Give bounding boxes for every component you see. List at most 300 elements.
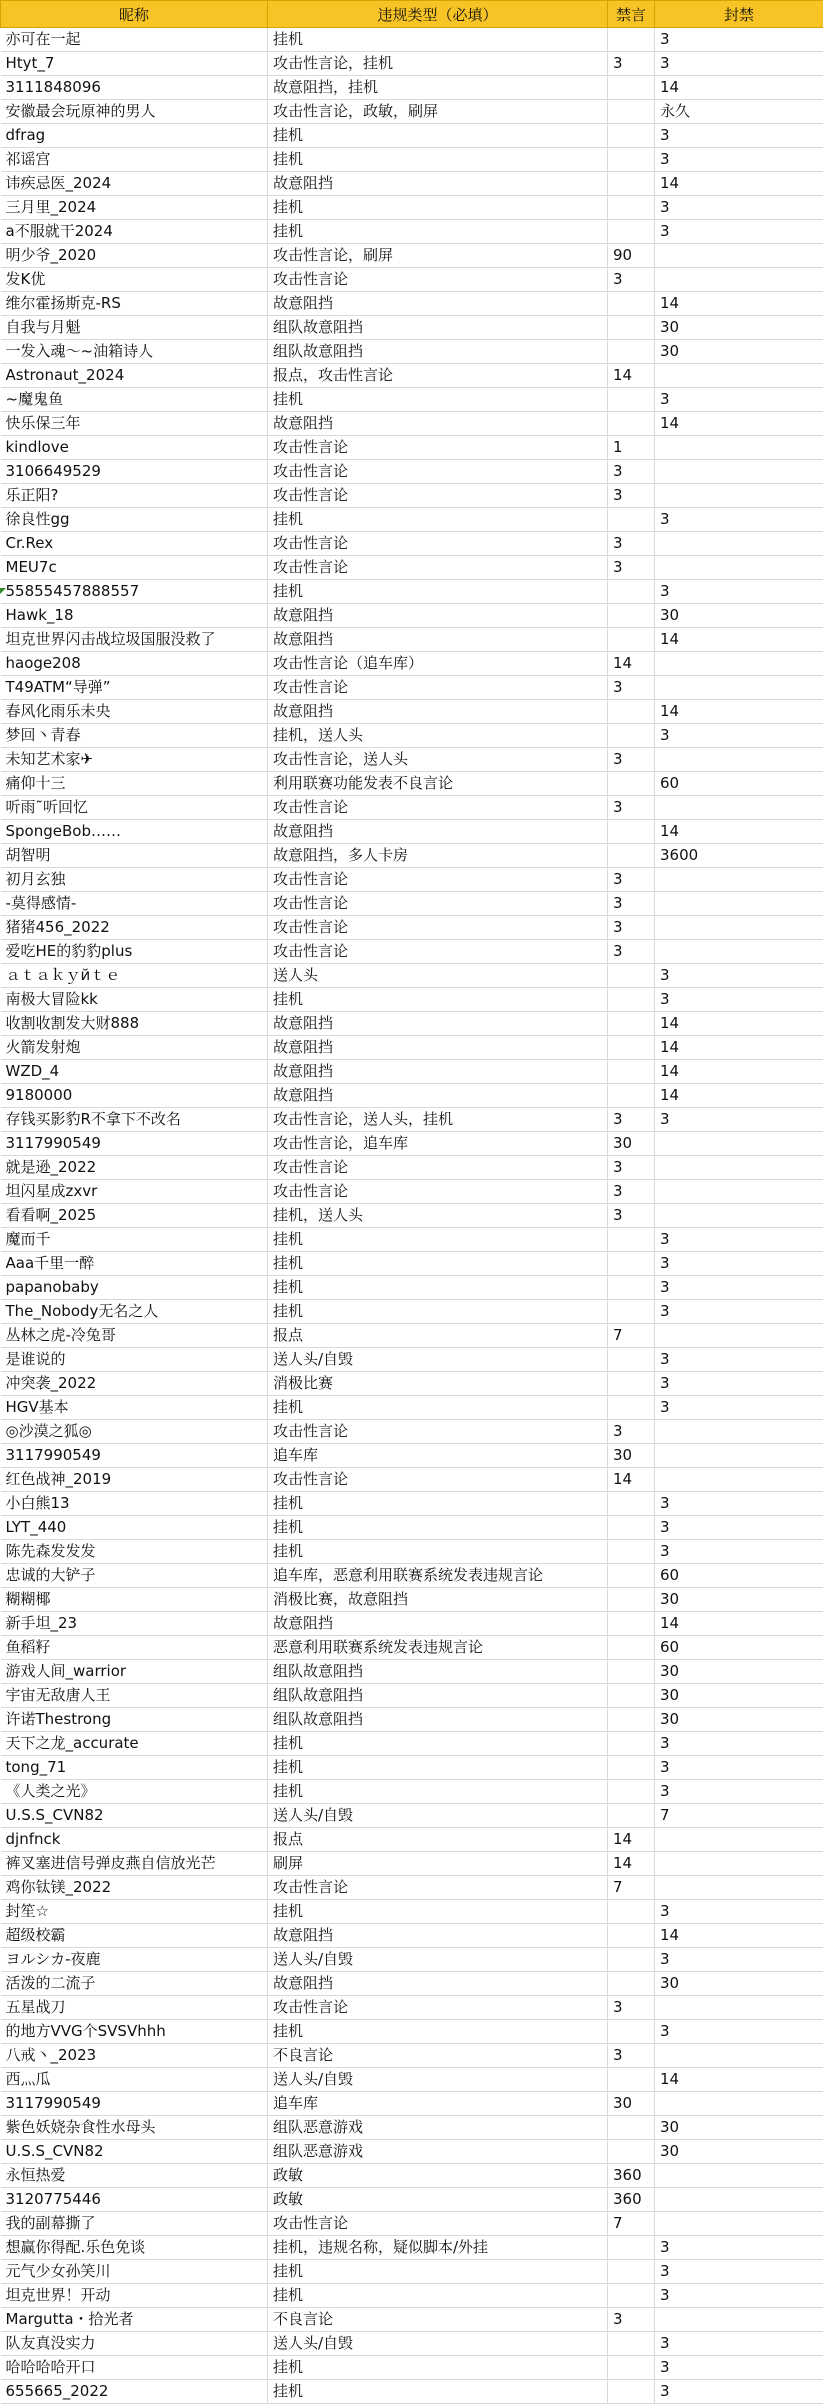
cell-ban[interactable] [655, 1852, 823, 1876]
cell-mute[interactable] [608, 1060, 655, 1084]
cell-mute[interactable] [608, 844, 655, 868]
cell-name[interactable]: 永恒热爱 [1, 2164, 268, 2188]
cell-type[interactable]: 挂机 [268, 1276, 608, 1300]
cell-ban[interactable]: 14 [655, 1012, 823, 1036]
cell-type[interactable]: 组队故意阻挡 [268, 1708, 608, 1732]
cell-type[interactable]: 攻击性言论，政敏，刷屏 [268, 100, 608, 124]
cell-mute[interactable]: 3 [608, 460, 655, 484]
cell-mute[interactable]: 3 [608, 1420, 655, 1444]
cell-mute[interactable] [608, 1636, 655, 1660]
cell-name[interactable]: a不服就干2024 [1, 220, 268, 244]
cell-type[interactable]: 挂机 [268, 1396, 608, 1420]
cell-ban[interactable] [655, 460, 823, 484]
cell-ban[interactable] [655, 676, 823, 700]
cell-ban[interactable] [655, 1420, 823, 1444]
cell-mute[interactable]: 14 [608, 364, 655, 388]
cell-mute[interactable] [608, 772, 655, 796]
cell-mute[interactable] [608, 508, 655, 532]
cell-name[interactable]: ヨルシカ-夜鹿 [1, 1948, 268, 1972]
cell-name[interactable]: 西灬瓜 [1, 2068, 268, 2092]
cell-type[interactable]: 挂机 [268, 1300, 608, 1324]
cell-mute[interactable]: 3 [608, 892, 655, 916]
cell-type[interactable]: 报点 [268, 1324, 608, 1348]
cell-mute[interactable]: 3 [608, 1108, 655, 1132]
cell-ban[interactable]: 3 [655, 2332, 823, 2356]
cell-mute[interactable]: 3 [608, 2044, 655, 2068]
cell-ban[interactable]: 14 [655, 412, 823, 436]
cell-ban[interactable]: 14 [655, 76, 823, 100]
cell-name[interactable]: ◎沙漠之狐◎ [1, 1420, 268, 1444]
cell-name[interactable]: 乐正阳? [1, 484, 268, 508]
cell-mute[interactable] [608, 1084, 655, 1108]
header-type[interactable]: 违规类型（必填） [268, 1, 608, 28]
cell-type[interactable]: 刷屏 [268, 1852, 608, 1876]
cell-ban[interactable]: 60 [655, 772, 823, 796]
cell-mute[interactable] [608, 1804, 655, 1828]
header-ban[interactable]: 封禁 [655, 1, 823, 28]
cell-ban[interactable] [655, 748, 823, 772]
cell-name[interactable]: 一发入魂～~油箱诗人 [1, 340, 268, 364]
cell-mute[interactable] [608, 2236, 655, 2260]
cell-name[interactable]: 许诺Thestrong [1, 1708, 268, 1732]
cell-mute[interactable] [608, 1492, 655, 1516]
cell-type[interactable]: 攻击性言论 [268, 1468, 608, 1492]
cell-ban[interactable] [655, 2044, 823, 2068]
cell-name[interactable]: 存钱买影豹R不拿下不改名 [1, 1108, 268, 1132]
cell-name[interactable]: 55855457888557 [1, 580, 268, 604]
cell-name[interactable]: 安徽最会玩原神的男人 [1, 100, 268, 124]
cell-mute[interactable] [608, 1732, 655, 1756]
cell-name[interactable]: 梦回丶青春 [1, 724, 268, 748]
cell-mute[interactable]: 7 [608, 2212, 655, 2236]
cell-name[interactable]: 明少爷_2020 [1, 244, 268, 268]
cell-name[interactable]: 封笙☆ [1, 1900, 268, 1924]
cell-ban[interactable]: 3 [655, 1396, 823, 1420]
cell-mute[interactable] [608, 2068, 655, 2092]
cell-mute[interactable] [608, 2020, 655, 2044]
cell-mute[interactable] [608, 988, 655, 1012]
cell-name[interactable]: 3106649529 [1, 460, 268, 484]
cell-type[interactable]: 挂机 [268, 28, 608, 52]
cell-ban[interactable]: 3 [655, 1756, 823, 1780]
cell-mute[interactable] [608, 1684, 655, 1708]
cell-type[interactable]: 组队故意阻挡 [268, 1684, 608, 1708]
cell-type[interactable]: 报点 [268, 1828, 608, 1852]
cell-name[interactable]: 五星战刀 [1, 1996, 268, 2020]
cell-type[interactable]: 不良言论 [268, 2044, 608, 2068]
cell-type[interactable]: 组队恶意游戏 [268, 2116, 608, 2140]
cell-ban[interactable]: 30 [655, 1684, 823, 1708]
cell-ban[interactable] [655, 1828, 823, 1852]
cell-mute[interactable]: 3 [608, 916, 655, 940]
cell-ban[interactable]: 3 [655, 724, 823, 748]
cell-ban[interactable]: 3 [655, 124, 823, 148]
cell-mute[interactable]: 30 [608, 1132, 655, 1156]
cell-name[interactable]: 八戒丶_2023 [1, 2044, 268, 2068]
cell-name[interactable]: HGV基本 [1, 1396, 268, 1420]
cell-mute[interactable] [608, 1012, 655, 1036]
cell-mute[interactable]: 3 [608, 868, 655, 892]
cell-mute[interactable] [608, 124, 655, 148]
cell-type[interactable]: 挂机 [268, 1540, 608, 1564]
cell-type[interactable]: 故意阻挡 [268, 1012, 608, 1036]
cell-type[interactable]: 攻击性言论 [268, 868, 608, 892]
cell-name[interactable]: Htyt_7 [1, 52, 268, 76]
cell-type[interactable]: 攻击性言论，送人头，挂机 [268, 1108, 608, 1132]
cell-ban[interactable]: 30 [655, 316, 823, 340]
cell-ban[interactable] [655, 1876, 823, 1900]
cell-type[interactable]: 攻击性言论 [268, 1180, 608, 1204]
cell-type[interactable]: 挂机 [268, 2284, 608, 2308]
cell-type[interactable]: 故意阻挡 [268, 172, 608, 196]
cell-type[interactable]: 挂机，送人头 [268, 1204, 608, 1228]
cell-name[interactable]: SpongeBob…… [1, 820, 268, 844]
cell-ban[interactable]: 14 [655, 628, 823, 652]
cell-ban[interactable]: 3 [655, 1252, 823, 1276]
cell-mute[interactable] [608, 388, 655, 412]
cell-name[interactable]: 胡智明 [1, 844, 268, 868]
cell-mute[interactable]: 3 [608, 2308, 655, 2332]
cell-ban[interactable]: 3 [655, 1780, 823, 1804]
cell-ban[interactable]: 3 [655, 2260, 823, 2284]
cell-ban[interactable]: 14 [655, 2068, 823, 2092]
cell-ban[interactable] [655, 436, 823, 460]
cell-type[interactable]: 挂机 [268, 1732, 608, 1756]
cell-mute[interactable] [608, 1252, 655, 1276]
cell-name[interactable]: 宇宙无敌唐人王 [1, 1684, 268, 1708]
cell-ban[interactable]: 3 [655, 28, 823, 52]
cell-name[interactable]: 徐良性gg [1, 508, 268, 532]
cell-mute[interactable]: 14 [608, 1468, 655, 1492]
cell-name[interactable]: 自我与月魁 [1, 316, 268, 340]
cell-type[interactable]: 挂机 [268, 2020, 608, 2044]
cell-ban[interactable] [655, 796, 823, 820]
cell-ban[interactable]: 3 [655, 196, 823, 220]
cell-name[interactable]: MEU7c [1, 556, 268, 580]
cell-ban[interactable] [655, 1132, 823, 1156]
cell-type[interactable]: 挂机 [268, 1900, 608, 1924]
cell-mute[interactable] [608, 1924, 655, 1948]
cell-ban[interactable]: 3 [655, 2236, 823, 2260]
cell-mute[interactable]: 7 [608, 1324, 655, 1348]
cell-ban[interactable] [655, 1204, 823, 1228]
cell-type[interactable]: 挂机，违规名称，疑似脚本/外挂 [268, 2236, 608, 2260]
cell-type[interactable]: 挂机 [268, 1756, 608, 1780]
cell-name[interactable]: 3117990549 [1, 2092, 268, 2116]
cell-mute[interactable] [608, 1972, 655, 1996]
cell-ban[interactable] [655, 2308, 823, 2332]
cell-name[interactable]: T49ATM“导弹” [1, 676, 268, 700]
cell-type[interactable]: 攻击性言论 [268, 940, 608, 964]
cell-ban[interactable] [655, 1324, 823, 1348]
cell-type[interactable]: 攻击性言论，刷屏 [268, 244, 608, 268]
cell-name[interactable]: 初月玄独 [1, 868, 268, 892]
cell-type[interactable]: 故意阻挡 [268, 1060, 608, 1084]
cell-type[interactable]: 攻击性言论 [268, 1996, 608, 2020]
cell-type[interactable]: 不良言论 [268, 2308, 608, 2332]
cell-ban[interactable] [655, 2092, 823, 2116]
cell-type[interactable]: 故意阻挡 [268, 1924, 608, 1948]
cell-mute[interactable] [608, 412, 655, 436]
cell-mute[interactable] [608, 580, 655, 604]
cell-type[interactable]: 挂机 [268, 2356, 608, 2380]
cell-mute[interactable] [608, 724, 655, 748]
cell-type[interactable]: 故意阻挡 [268, 412, 608, 436]
cell-name[interactable]: Aaa千里一醉 [1, 1252, 268, 1276]
cell-ban[interactable]: 30 [655, 1972, 823, 1996]
cell-type[interactable]: 故意阻挡 [268, 1084, 608, 1108]
cell-mute[interactable] [608, 2380, 655, 2404]
cell-name[interactable]: 痛仰十三 [1, 772, 268, 796]
cell-name[interactable]: Cr.Rex [1, 532, 268, 556]
cell-mute[interactable]: 7 [608, 1876, 655, 1900]
cell-ban[interactable]: 30 [655, 1708, 823, 1732]
cell-mute[interactable]: 3 [608, 748, 655, 772]
cell-ban[interactable] [655, 1156, 823, 1180]
cell-type[interactable]: 追车库，恶意利用联赛系统发表违规言论 [268, 1564, 608, 1588]
cell-type[interactable]: 故意阻挡 [268, 1036, 608, 1060]
cell-type[interactable]: 挂机 [268, 1492, 608, 1516]
cell-mute[interactable] [608, 76, 655, 100]
cell-mute[interactable] [608, 1396, 655, 1420]
cell-mute[interactable]: 3 [608, 796, 655, 820]
cell-mute[interactable] [608, 1948, 655, 1972]
cell-name[interactable]: 火箭发射炮 [1, 1036, 268, 1060]
cell-name[interactable]: haoge208 [1, 652, 268, 676]
cell-mute[interactable] [608, 1228, 655, 1252]
cell-ban[interactable]: 3 [655, 1732, 823, 1756]
cell-type[interactable]: 故意阻挡 [268, 1612, 608, 1636]
cell-name[interactable]: 紫色妖娆杂食性水母头 [1, 2116, 268, 2140]
cell-type[interactable]: 组队故意阻挡 [268, 1660, 608, 1684]
cell-ban[interactable] [655, 940, 823, 964]
cell-ban[interactable]: 3 [655, 1540, 823, 1564]
cell-name[interactable]: 新手坦_23 [1, 1612, 268, 1636]
cell-ban[interactable]: 3 [655, 1492, 823, 1516]
cell-mute[interactable]: 3 [608, 532, 655, 556]
cell-name[interactable]: 陈先森发发发 [1, 1540, 268, 1564]
cell-name[interactable]: 魔而千 [1, 1228, 268, 1252]
cell-ban[interactable]: 永久 [655, 100, 823, 124]
cell-name[interactable]: 猪猪456_2022 [1, 916, 268, 940]
cell-mute[interactable] [608, 820, 655, 844]
cell-name[interactable]: 收割收割发大财888 [1, 1012, 268, 1036]
cell-type[interactable]: 故意阻挡 [268, 1972, 608, 1996]
cell-type[interactable]: 组队故意阻挡 [268, 340, 608, 364]
cell-name[interactable]: 看看啊_2025 [1, 1204, 268, 1228]
cell-ban[interactable] [655, 532, 823, 556]
cell-name[interactable]: 《人类之光》 [1, 1780, 268, 1804]
cell-name[interactable]: ａｔａｋｙйｔｅ [1, 964, 268, 988]
cell-mute[interactable]: 1 [608, 436, 655, 460]
cell-ban[interactable]: 3 [655, 220, 823, 244]
cell-mute[interactable]: 3 [608, 1156, 655, 1180]
cell-mute[interactable] [608, 2356, 655, 2380]
cell-type[interactable]: 攻击性言论 [268, 2212, 608, 2236]
cell-ban[interactable] [655, 652, 823, 676]
cell-name[interactable]: 未知艺术家✈ [1, 748, 268, 772]
cell-type[interactable]: 挂机 [268, 196, 608, 220]
cell-type[interactable]: 攻击性言论 [268, 1876, 608, 1900]
header-name[interactable]: 昵称 [1, 1, 268, 28]
cell-type[interactable]: 挂机 [268, 1228, 608, 1252]
cell-mute[interactable] [608, 1276, 655, 1300]
cell-ban[interactable]: 60 [655, 1636, 823, 1660]
cell-name[interactable]: WZD_4 [1, 1060, 268, 1084]
cell-name[interactable]: 听雨˜听回忆 [1, 796, 268, 820]
cell-ban[interactable]: 3 [655, 1108, 823, 1132]
cell-ban[interactable]: 3 [655, 388, 823, 412]
cell-type[interactable]: 攻击性言论 [268, 556, 608, 580]
cell-type[interactable]: 消极比赛，故意阻挡 [268, 1588, 608, 1612]
cell-mute[interactable]: 3 [608, 676, 655, 700]
cell-type[interactable]: 挂机，送人头 [268, 724, 608, 748]
cell-mute[interactable]: 360 [608, 2188, 655, 2212]
cell-name[interactable]: 3120775446 [1, 2188, 268, 2212]
cell-name[interactable]: 的地方VVG个SVSVhhh [1, 2020, 268, 2044]
cell-mute[interactable] [608, 316, 655, 340]
cell-name[interactable]: 我的副幕撕了 [1, 2212, 268, 2236]
cell-name[interactable]: 鸡你钛镁_2022 [1, 1876, 268, 1900]
cell-name[interactable]: 忠诚的大铲子 [1, 1564, 268, 1588]
cell-type[interactable]: 故意阻挡 [268, 700, 608, 724]
cell-mute[interactable] [608, 1036, 655, 1060]
cell-ban[interactable]: 14 [655, 172, 823, 196]
cell-type[interactable]: 消极比赛 [268, 1372, 608, 1396]
cell-type[interactable]: 故意阻挡 [268, 820, 608, 844]
cell-name[interactable]: dfrag [1, 124, 268, 148]
cell-type[interactable]: 组队恶意游戏 [268, 2140, 608, 2164]
cell-ban[interactable] [655, 868, 823, 892]
cell-type[interactable]: 恶意利用联赛系统发表违规言论 [268, 1636, 608, 1660]
cell-type[interactable]: 挂机 [268, 124, 608, 148]
cell-type[interactable]: 送人头/自毁 [268, 1804, 608, 1828]
cell-name[interactable]: kindlove [1, 436, 268, 460]
cell-type[interactable]: 故意阻挡，挂机 [268, 76, 608, 100]
cell-mute[interactable]: 3 [608, 1204, 655, 1228]
cell-type[interactable]: 送人头/自毁 [268, 2068, 608, 2092]
cell-ban[interactable] [655, 364, 823, 388]
cell-mute[interactable] [608, 1756, 655, 1780]
cell-ban[interactable] [655, 268, 823, 292]
cell-name[interactable]: 维尔霍扬斯克-RS [1, 292, 268, 316]
cell-ban[interactable] [655, 1996, 823, 2020]
cell-name[interactable]: 红色战神_2019 [1, 1468, 268, 1492]
cell-name[interactable]: ~魔鬼鱼 [1, 388, 268, 412]
cell-type[interactable]: 故意阻挡 [268, 292, 608, 316]
cell-name[interactable]: 三月里_2024 [1, 196, 268, 220]
cell-ban[interactable] [655, 484, 823, 508]
cell-name[interactable]: 3117990549 [1, 1444, 268, 1468]
cell-ban[interactable]: 3600 [655, 844, 823, 868]
cell-mute[interactable]: 14 [608, 1852, 655, 1876]
cell-ban[interactable]: 3 [655, 52, 823, 76]
cell-ban[interactable]: 14 [655, 1060, 823, 1084]
cell-mute[interactable] [608, 604, 655, 628]
cell-ban[interactable] [655, 1180, 823, 1204]
cell-name[interactable]: 655665_2022 [1, 2380, 268, 2404]
cell-type[interactable]: 政敏 [268, 2188, 608, 2212]
cell-type[interactable]: 利用联赛功能发表不良言论 [268, 772, 608, 796]
cell-mute[interactable] [608, 1588, 655, 1612]
cell-name[interactable]: 快乐保三年 [1, 412, 268, 436]
cell-mute[interactable]: 3 [608, 1180, 655, 1204]
cell-mute[interactable]: 90 [608, 244, 655, 268]
cell-type[interactable]: 送人头 [268, 964, 608, 988]
cell-type[interactable]: 挂机 [268, 988, 608, 1012]
cell-type[interactable]: 组队故意阻挡 [268, 316, 608, 340]
cell-mute[interactable] [608, 2332, 655, 2356]
cell-mute[interactable] [608, 1780, 655, 1804]
cell-ban[interactable]: 3 [655, 988, 823, 1012]
cell-mute[interactable]: 3 [608, 484, 655, 508]
cell-type[interactable]: 攻击性言论 [268, 1420, 608, 1444]
cell-type[interactable]: 政敏 [268, 2164, 608, 2188]
cell-name[interactable]: U.S.S_CVN82 [1, 2140, 268, 2164]
cell-mute[interactable] [608, 628, 655, 652]
cell-ban[interactable] [655, 2188, 823, 2212]
cell-mute[interactable] [608, 100, 655, 124]
cell-mute[interactable] [608, 700, 655, 724]
cell-type[interactable]: 挂机 [268, 1252, 608, 1276]
cell-name[interactable]: 发K优 [1, 268, 268, 292]
cell-type[interactable]: 追车库 [268, 2092, 608, 2116]
cell-ban[interactable]: 3 [655, 1372, 823, 1396]
cell-type[interactable]: 攻击性言论 [268, 676, 608, 700]
cell-ban[interactable]: 3 [655, 1900, 823, 1924]
cell-name[interactable]: Margutta・拾光者 [1, 2308, 268, 2332]
cell-type[interactable]: 攻击性言论 [268, 532, 608, 556]
cell-ban[interactable]: 3 [655, 148, 823, 172]
cell-ban[interactable]: 30 [655, 2140, 823, 2164]
cell-name[interactable]: 坦克世界闪击战垃圾国服没救了 [1, 628, 268, 652]
cell-mute[interactable]: 3 [608, 52, 655, 76]
cell-ban[interactable]: 3 [655, 1948, 823, 1972]
cell-type[interactable]: 送人头/自毁 [268, 1948, 608, 1972]
cell-mute[interactable] [608, 1516, 655, 1540]
cell-type[interactable]: 攻击性言论 [268, 436, 608, 460]
cell-name[interactable]: Astronaut_2024 [1, 364, 268, 388]
cell-ban[interactable]: 3 [655, 580, 823, 604]
cell-ban[interactable]: 14 [655, 1612, 823, 1636]
cell-name[interactable]: 是谁说的 [1, 1348, 268, 1372]
cell-type[interactable]: 攻击性言论，挂机 [268, 52, 608, 76]
cell-ban[interactable]: 3 [655, 2356, 823, 2380]
cell-ban[interactable]: 3 [655, 1516, 823, 1540]
cell-mute[interactable] [608, 28, 655, 52]
cell-type[interactable]: 攻击性言论 [268, 1156, 608, 1180]
cell-mute[interactable]: 3 [608, 268, 655, 292]
cell-mute[interactable] [608, 340, 655, 364]
cell-name[interactable]: 就是逊_2022 [1, 1156, 268, 1180]
cell-name[interactable]: 丛林之虎-冷兔哥 [1, 1324, 268, 1348]
cell-name[interactable]: 亦可在一起 [1, 28, 268, 52]
cell-ban[interactable]: 30 [655, 604, 823, 628]
cell-name[interactable]: 鱼稻籽 [1, 1636, 268, 1660]
cell-mute[interactable] [608, 964, 655, 988]
cell-type[interactable]: 故意阻挡 [268, 628, 608, 652]
cell-name[interactable]: 9180000 [1, 1084, 268, 1108]
cell-mute[interactable] [608, 1372, 655, 1396]
cell-ban[interactable]: 3 [655, 1348, 823, 1372]
cell-name[interactable]: 讳疾忌医_2024 [1, 172, 268, 196]
cell-mute[interactable]: 14 [608, 652, 655, 676]
cell-name[interactable]: The_Nobody无名之人 [1, 1300, 268, 1324]
cell-type[interactable]: 攻击性言论 [268, 268, 608, 292]
cell-mute[interactable] [608, 148, 655, 172]
cell-type[interactable]: 报点，攻击性言论 [268, 364, 608, 388]
cell-ban[interactable]: 3 [655, 1228, 823, 1252]
